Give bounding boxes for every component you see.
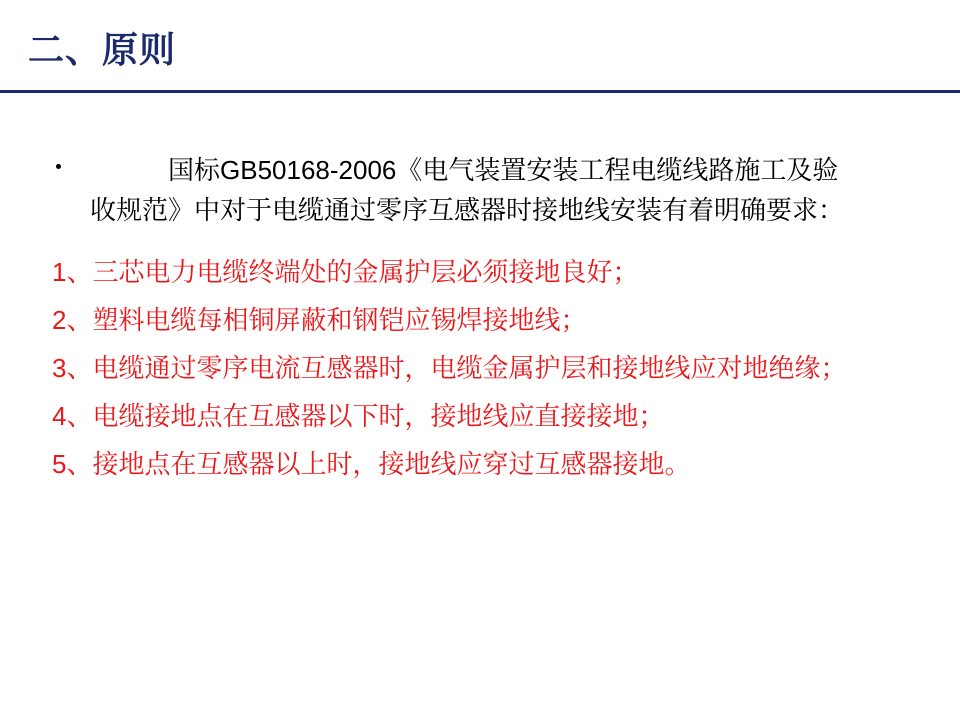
list-item: 2、塑料电缆每相铜屏蔽和钢铠应锡焊接地线； bbox=[52, 305, 587, 335]
rules-list bbox=[0, 252, 960, 485]
list-item: 4、电缆接地点在互感器以下时，接地线应直接接地； bbox=[52, 401, 665, 431]
title-divider bbox=[0, 90, 960, 93]
page-title: 二、原则 bbox=[28, 29, 177, 70]
list-item: 1、三芯电力电缆终端处的金属护层必须接地良好； bbox=[52, 257, 639, 287]
bullet-dot-icon bbox=[56, 164, 61, 169]
intro-bullet-row bbox=[0, 150, 960, 230]
slide-body bbox=[0, 150, 960, 492]
list-item: 5、接地点在互感器以上时，接地线应穿过互感器接地。 bbox=[52, 449, 691, 479]
list-item: 3、电缆通过零序电流互感器时，电缆金属护层和接地线应对地绝缘； bbox=[52, 353, 847, 383]
intro-paragraph: 国标GB50168-2006《电气装置安装工程电缆线路施工及验收规范》中对于电缆通过零序互感器时接地线安装有着明确要求： bbox=[90, 155, 845, 225]
